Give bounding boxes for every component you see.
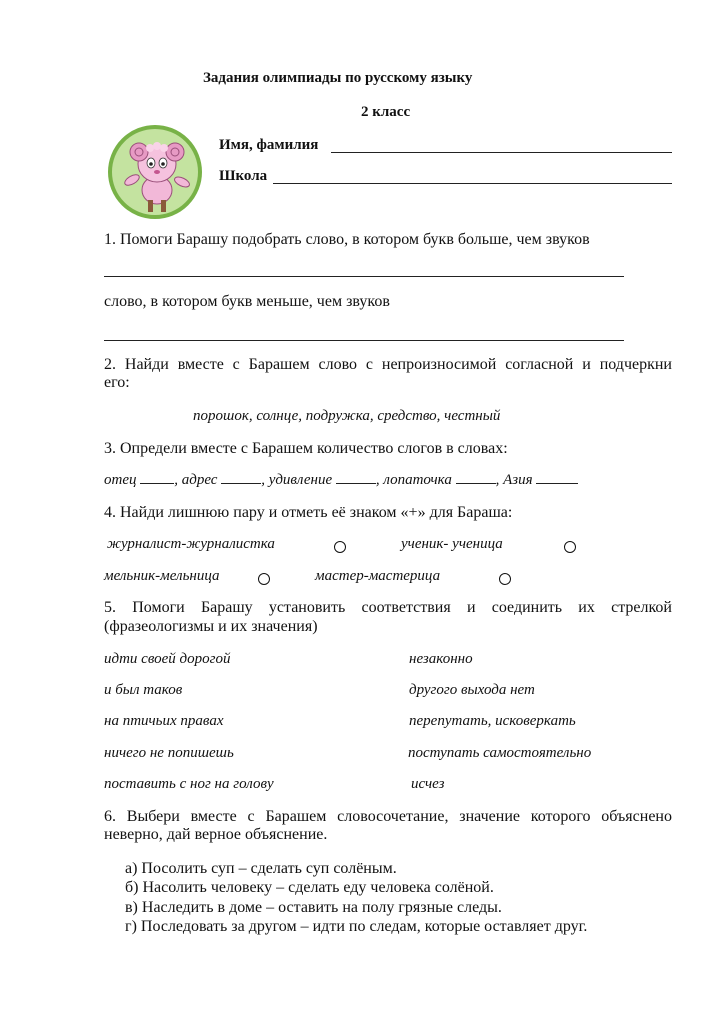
task5-phrase: на птичьих правах xyxy=(104,713,224,729)
task3-text: 3. Определи вместе с Барашем количество слогов в словах: xyxy=(104,440,508,457)
task4-text: 4. Найди лишнюю пару и отметь её знаком «+» для Бараша: xyxy=(104,504,513,521)
task6-option-d: г) Последовать за другом – идти по следам, которые оставляет друг. xyxy=(125,918,588,935)
task2-text-2: его: xyxy=(104,374,130,391)
task4-pair-4: мастер-мастерица xyxy=(315,568,441,584)
task5-phrase: поставить с ног на голову xyxy=(104,776,274,792)
task3-word: Азия xyxy=(503,472,533,488)
name-input-line[interactable] xyxy=(331,152,672,153)
task3-blank[interactable] xyxy=(536,471,578,484)
task1-text: 1. Помоги Барашу подобрать слово, в котором букв больше, чем звуков xyxy=(104,231,590,248)
task4-pair-2: ученик- ученица xyxy=(401,536,503,552)
grade-label: 2 класс xyxy=(361,104,411,120)
task3-word: удивление xyxy=(268,472,333,488)
task6-text-2: неверно, дай верное объяснение. xyxy=(104,826,328,843)
task5-meaning: исчез xyxy=(411,776,445,792)
task5-meaning: другого выхода нет xyxy=(409,682,535,698)
task1-answer-line-2[interactable] xyxy=(104,340,624,341)
task2-text: 2. Найди вместе с Барашем слово с непроизносимой согласной и подчеркни xyxy=(104,356,672,373)
task5-meaning: незаконно xyxy=(409,651,473,667)
task4-checkbox-3[interactable] xyxy=(258,573,270,585)
task5-phrase: ничего не попишешь xyxy=(104,745,234,761)
task6-option-c: в) Наследить в доме – оставить на полу грязные следы. xyxy=(125,899,502,916)
school-input-line[interactable] xyxy=(273,183,672,184)
task4-checkbox-2[interactable] xyxy=(564,541,576,553)
task4-pair-1: журналист-журналистка xyxy=(107,536,275,552)
barash-ram-illustration xyxy=(105,124,205,220)
task1-text-2: слово, в котором букв меньше, чем звуков xyxy=(104,293,390,310)
page-title: Задания олимпиады по русскому языку xyxy=(203,70,473,86)
task6-option-b: б) Насолить человеку – сделать еду человека солёной. xyxy=(125,879,494,896)
task3-blank[interactable] xyxy=(336,471,376,484)
task4-checkbox-4[interactable] xyxy=(499,573,511,585)
task5-meaning: поступать самостоятельно xyxy=(408,745,592,761)
task5-meaning: перепутать, исковеркать xyxy=(409,713,576,729)
task3-words-row: отец , адрес , удивление , лопаточка , Азия xyxy=(104,471,578,489)
task3-blank[interactable] xyxy=(140,471,174,484)
task3-word: отец xyxy=(104,472,137,488)
task4-checkbox-1[interactable] xyxy=(334,541,346,553)
task3-word: адрес xyxy=(181,472,218,488)
task5-text-2: (фразеологизмы и их значения) xyxy=(104,618,318,635)
task2-words: порошок, солнце, подружка, средство, честный xyxy=(193,408,501,424)
task1-answer-line-1[interactable] xyxy=(104,276,624,277)
task3-blank[interactable] xyxy=(221,471,261,484)
task4-pair-3: мельник-мельница xyxy=(104,568,220,584)
task6-option-a: а) Посолить суп – сделать суп солёным. xyxy=(125,860,397,877)
name-label: Имя, фамилия xyxy=(219,137,319,153)
school-label: Школа xyxy=(219,168,268,184)
task6-text: 6. Выбери вместе с Барашем словосочетание, значение которого объяснено xyxy=(104,808,672,825)
task5-text: 5. Помоги Барашу установить соответствия и соединить их стрелкой xyxy=(104,599,672,616)
task5-phrase: идти своей дорогой xyxy=(104,651,231,667)
task3-blank[interactable] xyxy=(456,471,496,484)
task3-word: лопаточка xyxy=(383,472,452,488)
task5-phrase: и был таков xyxy=(104,682,183,698)
